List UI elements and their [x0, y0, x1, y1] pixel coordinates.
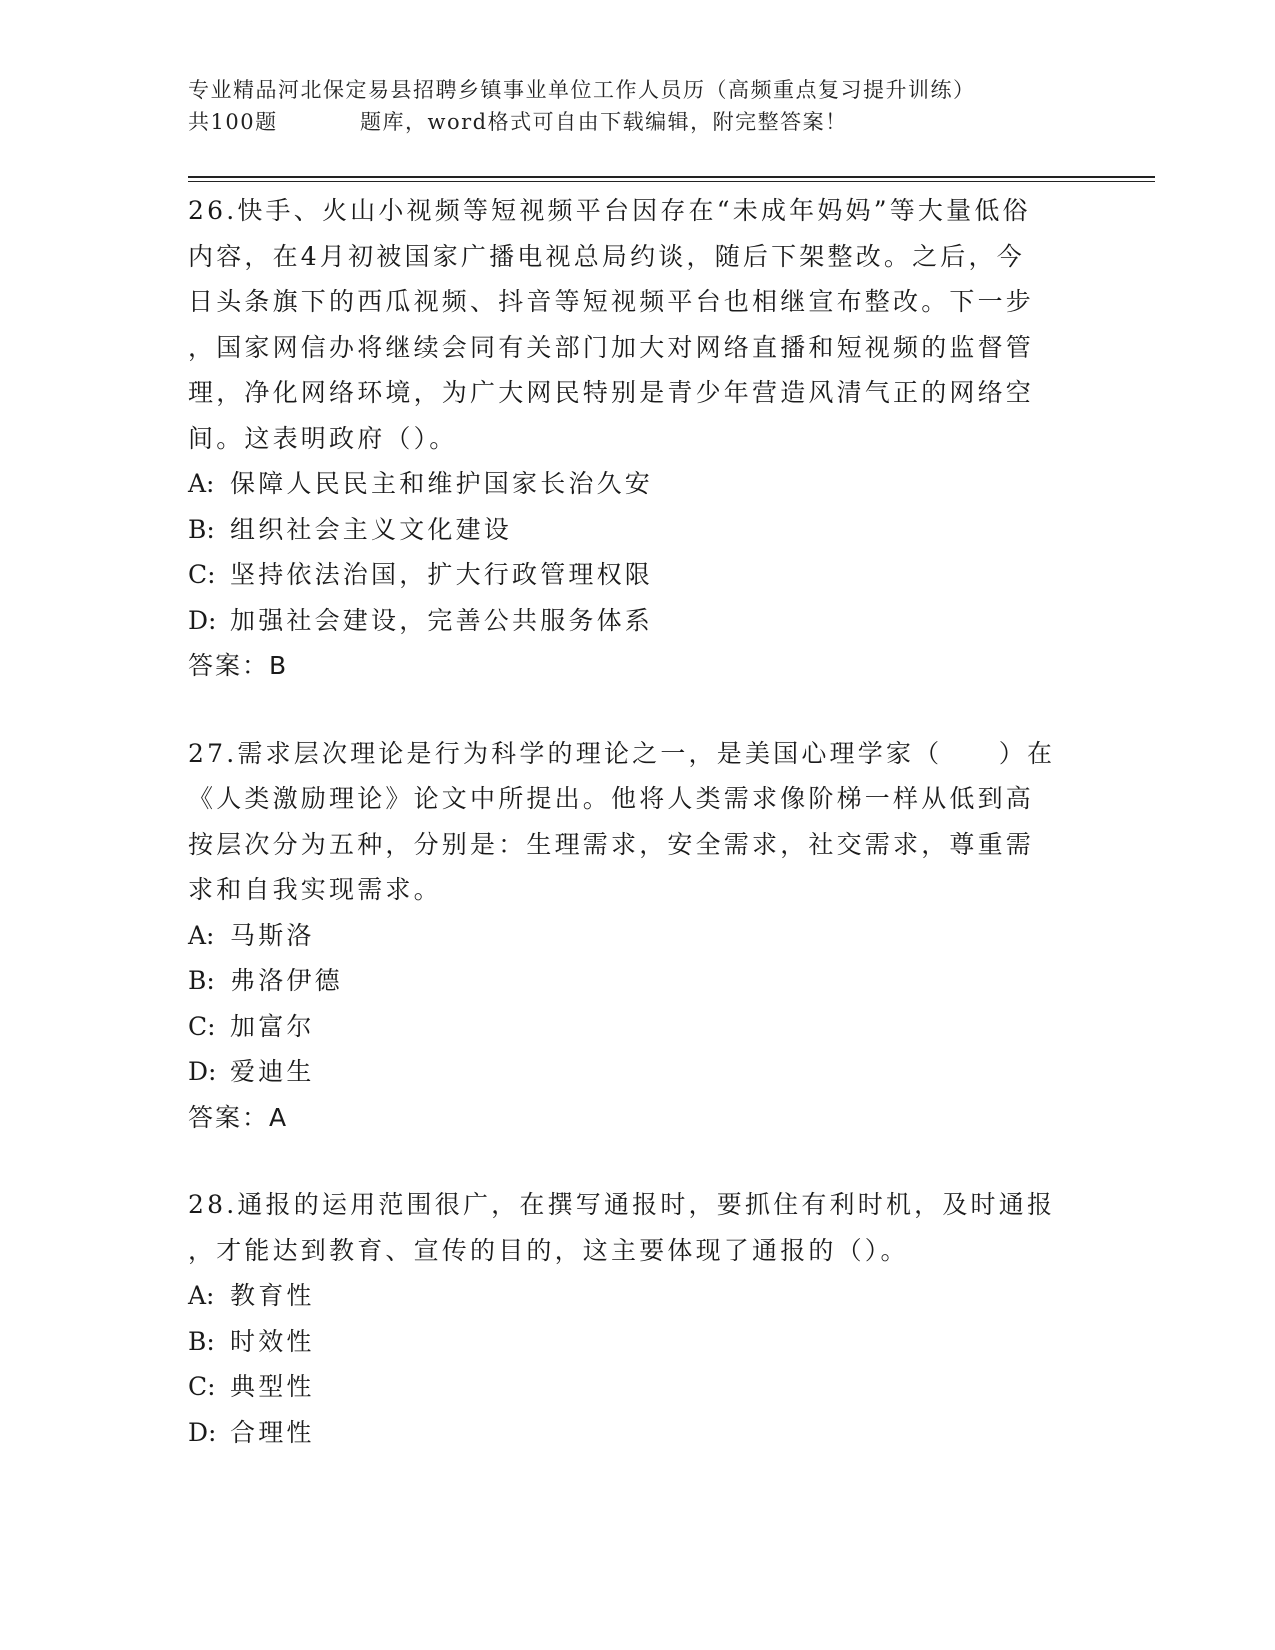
question-26: [188, 188, 1088, 689]
question-line: 日头条旗下的西瓜视频、抖音等短视频平台也相继宣布整改。下一步: [188, 287, 1035, 316]
option-letter: B:: [188, 966, 215, 995]
question-line: 28.通报的运用范围很广，在撰写通报时，要抓住有利时机，及时通报: [188, 1190, 1056, 1219]
question-27: [188, 731, 1088, 1141]
option-letter: D:: [188, 1417, 217, 1447]
question-line: 求和自我实现需求。: [188, 875, 442, 904]
question-spacer: [188, 689, 1088, 731]
option-letter: C:: [188, 1372, 216, 1401]
option-a: [188, 913, 1088, 959]
option-d: [188, 1049, 1088, 1095]
option-text: 加强社会建设，完善公共服务体系: [230, 605, 654, 635]
option-letter: C:: [188, 1011, 216, 1041]
option-text: 保障人民民主和维护国家长治久安: [230, 469, 654, 498]
option-letter: A:: [188, 469, 215, 498]
option-text: 马斯洛: [230, 920, 315, 950]
option-b: [188, 1319, 1088, 1365]
option-text: 教育性: [230, 1281, 315, 1310]
questions-container: [188, 188, 1088, 1455]
question-line: 27.需求层次理论是行为科学的理论之一，是美国心理学家（ ）在: [188, 738, 1056, 768]
option-letter: A:: [188, 920, 215, 950]
question-spacer: [188, 1140, 1088, 1182]
option-a: [188, 461, 1088, 507]
option-text: 时效性: [230, 1326, 315, 1356]
option-text: 弗洛伊德: [230, 966, 343, 995]
question-line: 内容，在4月初被国家广播电视总局约谈，随后下架整改。之后，今: [188, 241, 1025, 271]
answer-line: 答案：B: [188, 651, 289, 680]
option-letter: D:: [188, 1057, 217, 1086]
question-line: 26.快手、火山小视频等短视频平台因存在“未成年妈妈”等大量低俗: [188, 196, 1031, 225]
option-b: [188, 507, 1088, 553]
option-letter: D:: [188, 605, 217, 635]
option-text: 爱迪生: [230, 1057, 315, 1086]
header-title: 专业精品河北保定易县招聘乡镇事业单位工作人员历（高频重点复习提升训练）: [188, 78, 976, 102]
question-count: 共100题: [188, 110, 278, 134]
question-line: 间。这表明政府（）。: [188, 423, 458, 453]
option-c: [188, 1004, 1088, 1050]
question-line: ，才能达到教育、宣传的目的，这主要体现了通报的（）。: [188, 1235, 909, 1265]
option-a: [188, 1273, 1088, 1319]
option-letter: B:: [188, 514, 215, 544]
question-28: [188, 1182, 1088, 1455]
page-header: [188, 74, 1088, 138]
header-divider-thin: [188, 181, 1155, 182]
option-b: [188, 958, 1088, 1004]
question-line: ，国家网信办将继续会同有关部门加大对网络直播和短视频的监督管: [188, 332, 1035, 362]
header-subtitle: [188, 106, 1088, 138]
question-line: 按层次分为五种，分别是：生理需求，安全需求，社交需求，尊重需: [188, 829, 1035, 859]
question-line: 《人类激励理论》论文中所提出。他将人类需求像阶梯一样从低到高: [188, 784, 1035, 813]
header-description: 题库，word格式可自由下载编辑，附完整答案！: [360, 110, 848, 134]
option-letter: A:: [188, 1281, 215, 1310]
option-text: 典型性: [230, 1372, 315, 1401]
option-text: 坚持依法治国，扩大行政管理权限: [230, 560, 654, 589]
option-d: [188, 598, 1088, 644]
option-text: 合理性: [230, 1417, 315, 1447]
option-c: [188, 1364, 1088, 1410]
option-letter: B:: [188, 1326, 215, 1356]
question-line: 理，净化网络环境，为广大网民特别是青少年营造风清气正的网络空: [188, 378, 1035, 407]
option-text: 组织社会主义文化建设: [230, 514, 513, 544]
option-c: [188, 552, 1088, 598]
answer-line: 答案：A: [188, 1102, 289, 1132]
option-letter: C:: [188, 560, 216, 589]
header-divider-thick: [188, 176, 1155, 178]
option-d: [188, 1410, 1088, 1456]
option-text: 加富尔: [230, 1011, 315, 1041]
